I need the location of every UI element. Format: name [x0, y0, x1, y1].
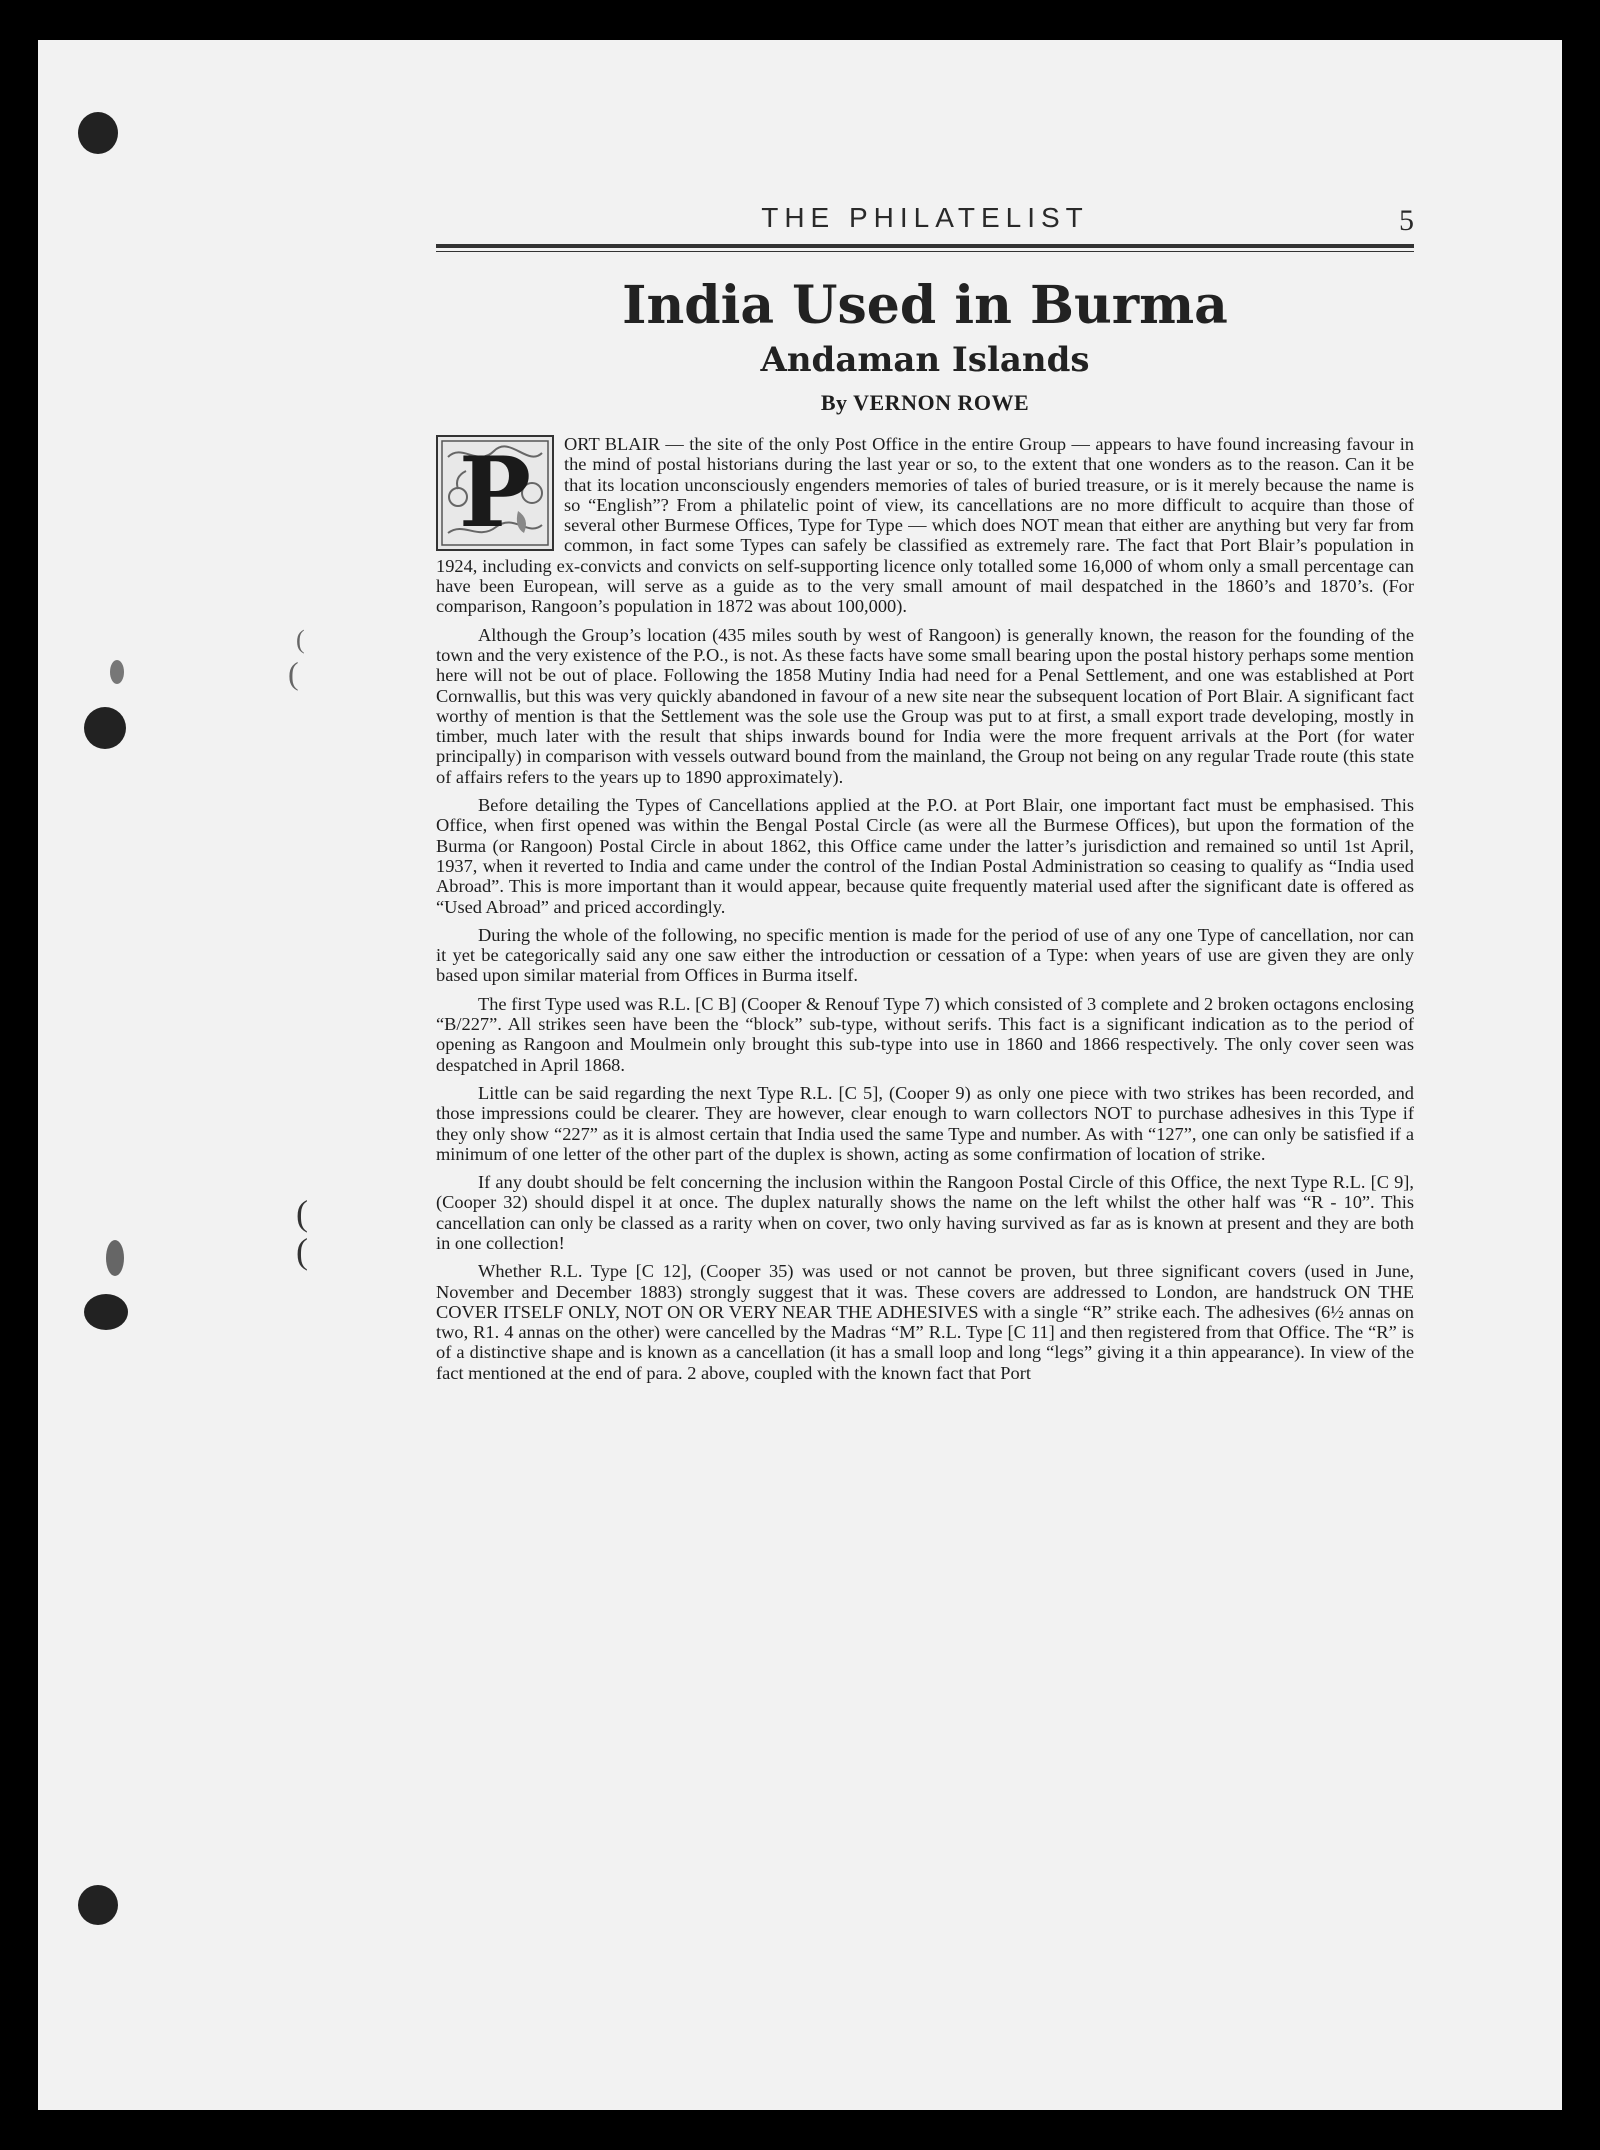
journal-title: THE PHILATELIST — [761, 202, 1089, 233]
header-rule-thick — [436, 244, 1414, 248]
article-title: India Used in Burma — [622, 275, 1228, 336]
margin-mark-1: ( — [296, 625, 305, 654]
paragraph-4: During the whole of the following, no specific mention is made for the period of use of any one Type of cancellation, nor can it yet be categorically said any one saw either the introduction or cessation of a Type: when years of use are given they are only based upon similar material from Offices in Burma itself. — [436, 924, 1414, 986]
article-column — [436, 200, 1414, 1391]
ornamental-drop-cap — [436, 435, 554, 551]
margin-mark-2: ( — [288, 655, 299, 691]
paragraph-7: If any doubt should be felt concerning the inclusion within the Rangoon Postal Circle of this Office, the next Type R.L. [C 9], (Cooper 32) should dispel it at once. The duplex naturally shows the name on the left whilst the other half was “R - 10”. This cancellation can only be classed as a rarity when on cover, two only having survived as far as is known at present and they are both in one collection! — [436, 1172, 1414, 1253]
paragraph-6: Little can be said regarding the next Type R.L. [C 5], (Cooper 9) as only one piece with two strikes has been recorded, and those impressions could be clearer. They are however, clear enough to warn collectors NOT to purchase adhesives in this Type if they only show “227” as it is almost certain that India used the same Type and number. As with “127”, one can only be satisfied if a minimum of one letter of the other part of the duplex is shown, acting as some confirmation of location of strike. — [436, 1082, 1414, 1164]
paragraph-3: Before detailing the Types of Cancellations applied at the P.O. at Port Blair, one important fact must be emphasised. This Office, when first opened was within the Bengal Postal Circle (as were all the Burmese Offices), but upon the formation of the Burma (or Rangoon) Postal Circle in about 1862, this Office came under the latter’s jurisdiction and remained so until 1st April, 1937, when it reverted to India and came under the control of the Indian Postal Administration so ceasing to qualify as “India used Abroad”. This is more important than it would appear, because quite frequently material used after the significant date is offered as “Used Abroad” and priced accordingly. — [436, 795, 1414, 917]
binder-hole-2 — [84, 707, 126, 749]
paragraph-5: The first Type used was R.L. [C B] (Cooper & Renouf Type 7) which consisted of 3 complete and 2 broken octagons enclosing “B/227”. All strikes seen have been the “block” sub-type, without serifs. This fact is a significant indication as to the period of opening as Rangoon and Moulmein only brought this sub-type into use in 1860 and 1866 respectively. The only cover seen was despatched in April 1868. — [436, 993, 1414, 1075]
paragraph-8: Whether R.L. Type [C 12], (Cooper 35) was used or not cannot be proven, but three significant covers (used in June, November and December 1883) strongly suggest that it was. These covers are addressed to London, are handstruck ON THE COVER ITSELF ONLY, NOT ON OR VERY NEAR THE ADHESIVES with a single “R” strike each. The adhesives (6½ annas on two, R1. 4 annas on the other) were cancelled by the Madras “M” R.L. Type [C 11] and then registered from that Office. The “R” is of a distinctive shape and is known as a cancellation (it has a small loop and long “legs” giving it a thin appearance). In view of the fact mentioned at the end of para. 2 above, coupled with the known fact that Port — [436, 1261, 1414, 1383]
article-subtitle: Andaman Islands — [760, 340, 1090, 380]
margin-mark-4: ( — [296, 1231, 308, 1271]
paragraph-1: ORT BLAIR — the site of the only Post Office in the entire Group — appears to have found increasing favour in the mind of postal historians during the last year or so, to the extent that one wonders as to the reason. Can it be that its location unconsciously engenders memories of tales of buried treasure, or is it merely because the name is so “English”? From a philatelic point of view, its cancellations are no more difficult to acquire than those of several other Burmese Offices, Type for Type — which does NOT mean that either are anything but very far from common, in fact some Types can safely be classified as extremely rare. The fact that Port Blair’s population in 1924, including ex-convicts and convicts on self-supporting licence only totalled some 16,000 of whom only a small percentage can have been European, will serve as a guide as to the very small amount of mail despatched in the 1860’s and 1870’s. (For comparison, Rangoon’s population in 1872 was about 100,000). — [436, 434, 1414, 617]
margin-mark-3: ( — [296, 1193, 308, 1233]
edge-shadow-1 — [110, 660, 124, 684]
header-rule-thin — [436, 251, 1414, 252]
article-body — [436, 434, 1414, 1383]
page-number: 5 — [1399, 204, 1414, 237]
paragraph-2: Although the Group’s location (435 miles south by west of Rangoon) is generally known, the reason for the founding of the town and the very existence of the P.O., is not. As these facts have some small bearing upon the postal history perhaps some mention here will not be out of place. Following the 1858 Mutiny India had need for a Penal Settlement, and one was established at Port Cornwallis, but this was very quickly abandoned in favour of a new site near the subsequent location of Port Blair. A significant fact worthy of mention is that the Settlement was the sole use the Group was put to at first, a small export trade developing, mostly in timber, much later with the result that ships inwards bound for India were the more frequent arrivals at the Port (for water principally) in comparison with vessels outward bound from the mainland, the Group not being on any regular Trade route (this state of affairs refers to the years up to 1890 approximately). — [436, 624, 1414, 787]
binder-hole-3 — [84, 1294, 128, 1330]
binder-hole-4 — [78, 1885, 118, 1925]
running-head — [436, 200, 1414, 244]
article-byline: By VERNON ROWE — [820, 390, 1030, 415]
binder-hole-1 — [78, 112, 118, 154]
scanned-page — [38, 40, 1562, 2110]
edge-shadow-2 — [106, 1240, 124, 1276]
drop-cap-letter: P — [458, 436, 532, 549]
